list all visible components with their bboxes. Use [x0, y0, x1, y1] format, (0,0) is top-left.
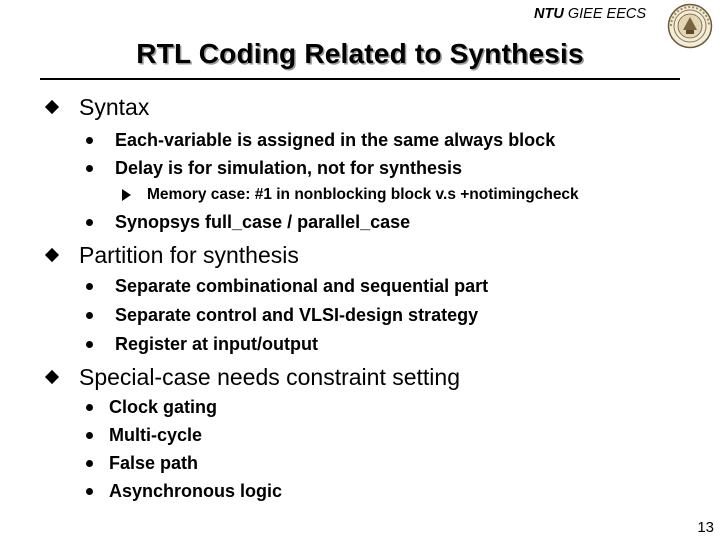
dot-bullet-icon: [86, 404, 93, 411]
header-org-rest: GIEE EECS: [563, 6, 647, 22]
diamond-bullet-icon: [45, 248, 59, 262]
list-item: False path: [109, 453, 199, 473]
list-item: Multi-cycle: [109, 425, 203, 445]
dot-bullet-icon: [86, 219, 93, 226]
dot-bullet-icon: [86, 432, 93, 439]
header-org: [534, 6, 646, 22]
list-item: Separate control and VLSI-design strategy: [115, 305, 479, 325]
list-item: Synopsys full_case / parallel_case: [115, 212, 411, 232]
list-item: Separate combinational and sequential part: [115, 276, 489, 296]
list-item: Clock gating: [109, 397, 218, 417]
dot-bullet-icon: [86, 165, 93, 172]
diamond-bullet-icon: [45, 100, 59, 114]
page-number: 13: [697, 519, 714, 536]
sub-list-item: Memory case: #1 in nonblocking block v.s +notimingcheck: [147, 186, 579, 203]
slide-title: RTL Coding Related to Synthesis: [136, 38, 584, 69]
arrow-bullet-icon: [122, 189, 131, 201]
dot-bullet-icon: [86, 488, 93, 495]
header-org-bold: NTU: [534, 6, 564, 22]
dot-bullet-icon: [86, 312, 93, 319]
section-heading: Syntax: [79, 94, 150, 120]
section-heading: Partition for synthesis: [79, 242, 299, 268]
list-item: Register at input/output: [115, 334, 318, 354]
section-heading: Special-case needs constraint setting: [79, 364, 460, 390]
diamond-bullet-icon: [45, 370, 59, 384]
dot-bullet-icon: [86, 283, 93, 290]
dot-bullet-icon: [86, 137, 93, 144]
list-item: Each-variable is assigned in the same always block: [115, 130, 556, 150]
list-item: Delay is for simulation, not for synthesis: [115, 158, 463, 178]
dot-bullet-icon: [86, 341, 93, 348]
title-divider: [40, 78, 680, 80]
list-item: Asynchronous logic: [109, 481, 283, 501]
dot-bullet-icon: [86, 460, 93, 467]
